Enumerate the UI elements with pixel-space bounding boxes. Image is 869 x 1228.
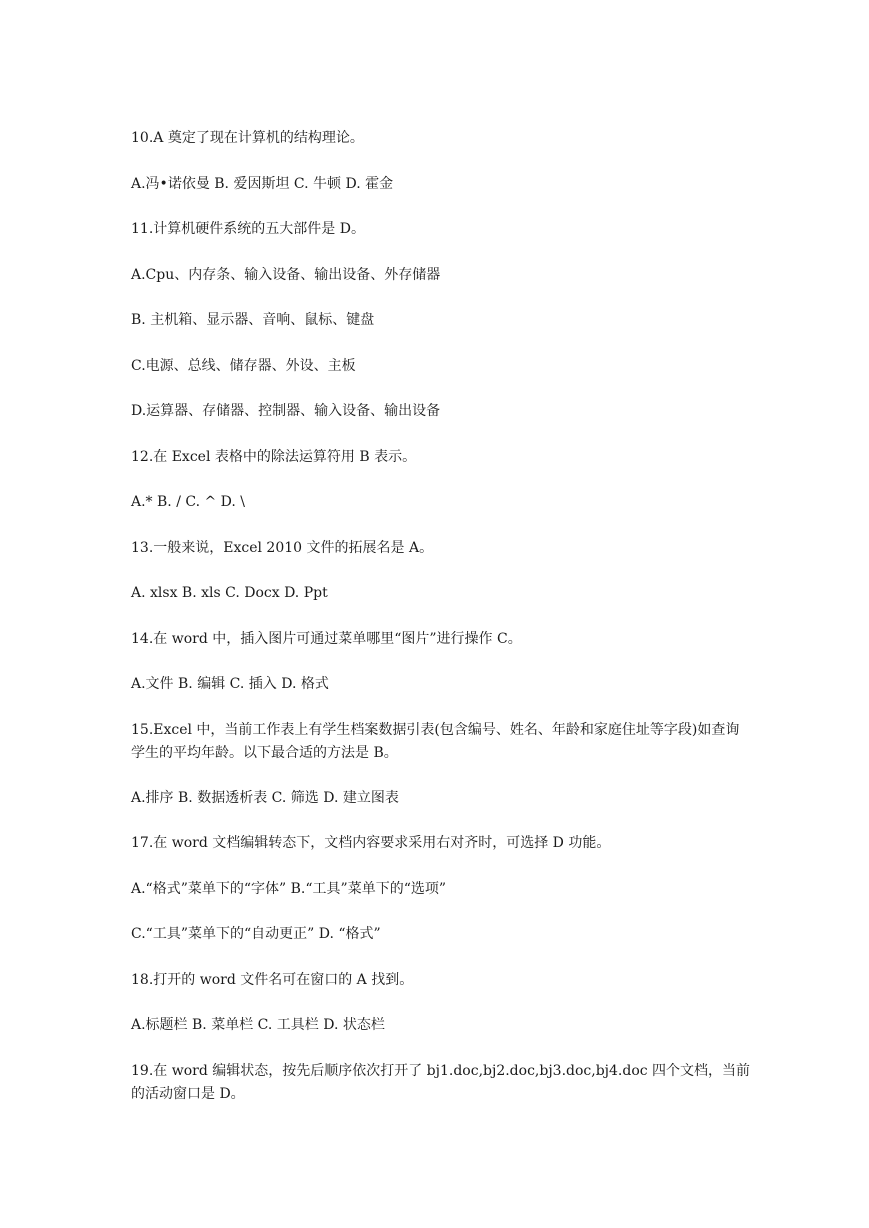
question-11-option-b: B. 主机箱、显示器、音响、鼠标、键盘 <box>131 312 375 328</box>
question-19: 19.在 word 编辑状态，按先后顺序依次打开了 bj1.doc,bj2.doc,bj3.doc,bj4.doc 四个文档，当前的活动窗口是 D。 <box>131 1063 751 1102</box>
question-11-option-a: A.Cpu、内存条、输入设备、输出设备、外存储器 <box>131 267 441 283</box>
question-18: 18.打开的 word 文件名可在窗口的 A 找到。 <box>131 972 414 988</box>
question-12-options: A.* B. / C. ^ D. \ <box>131 494 246 510</box>
question-17-options-cd: C.“工具”菜单下的“自动更正” D. “格式” <box>131 926 381 942</box>
question-10-options: A.冯•诺依曼 B. 爱因斯坦 C. 牛顿 D. 霍金 <box>131 176 394 192</box>
question-15-options: A.排序 B. 数据透析表 C. 筛选 D. 建立图表 <box>131 790 399 806</box>
question-14: 14.在 word 中，插入图片可通过菜单哪里“图片”进行操作 C。 <box>131 631 522 647</box>
question-18-options: A.标题栏 B. 菜单栏 C. 工具栏 D. 状态栏 <box>131 1017 385 1033</box>
question-12: 12.在 Excel 表格中的除法运算符用 B 表示。 <box>131 449 417 465</box>
question-13-options: A. xlsx B. xls C. Docx D. Ppt <box>131 585 328 601</box>
question-17-options-ab: A.“格式”菜单下的“字体” B.“工具”菜单下的“选项” <box>131 881 447 897</box>
question-15: 15.Excel 中，当前工作表上有学生档案数据引表(包含编号、姓名、年龄和家庭住址等字段)如查询学生的平均年龄。以下最合适的方法是 B。 <box>131 722 740 761</box>
question-14-options: A.文件 B. 编辑 C. 插入 D. 格式 <box>131 676 329 692</box>
question-10: 10.A 奠定了现在计算机的结构理论。 <box>131 130 364 146</box>
question-11: 11.计算机硬件系统的五大部件是 D。 <box>131 221 365 237</box>
question-11-option-c: C.电源、总线、储存器、外设、主板 <box>131 358 356 374</box>
question-11-option-d: D.运算器、存储器、控制器、输入设备、输出设备 <box>131 403 441 419</box>
question-13: 13.一般来说，Excel 2010 文件的拓展名是 A。 <box>131 540 434 556</box>
question-17: 17.在 word 文档编辑转态下，文档内容要求采用右对齐时，可选择 D 功能。 <box>131 835 611 851</box>
